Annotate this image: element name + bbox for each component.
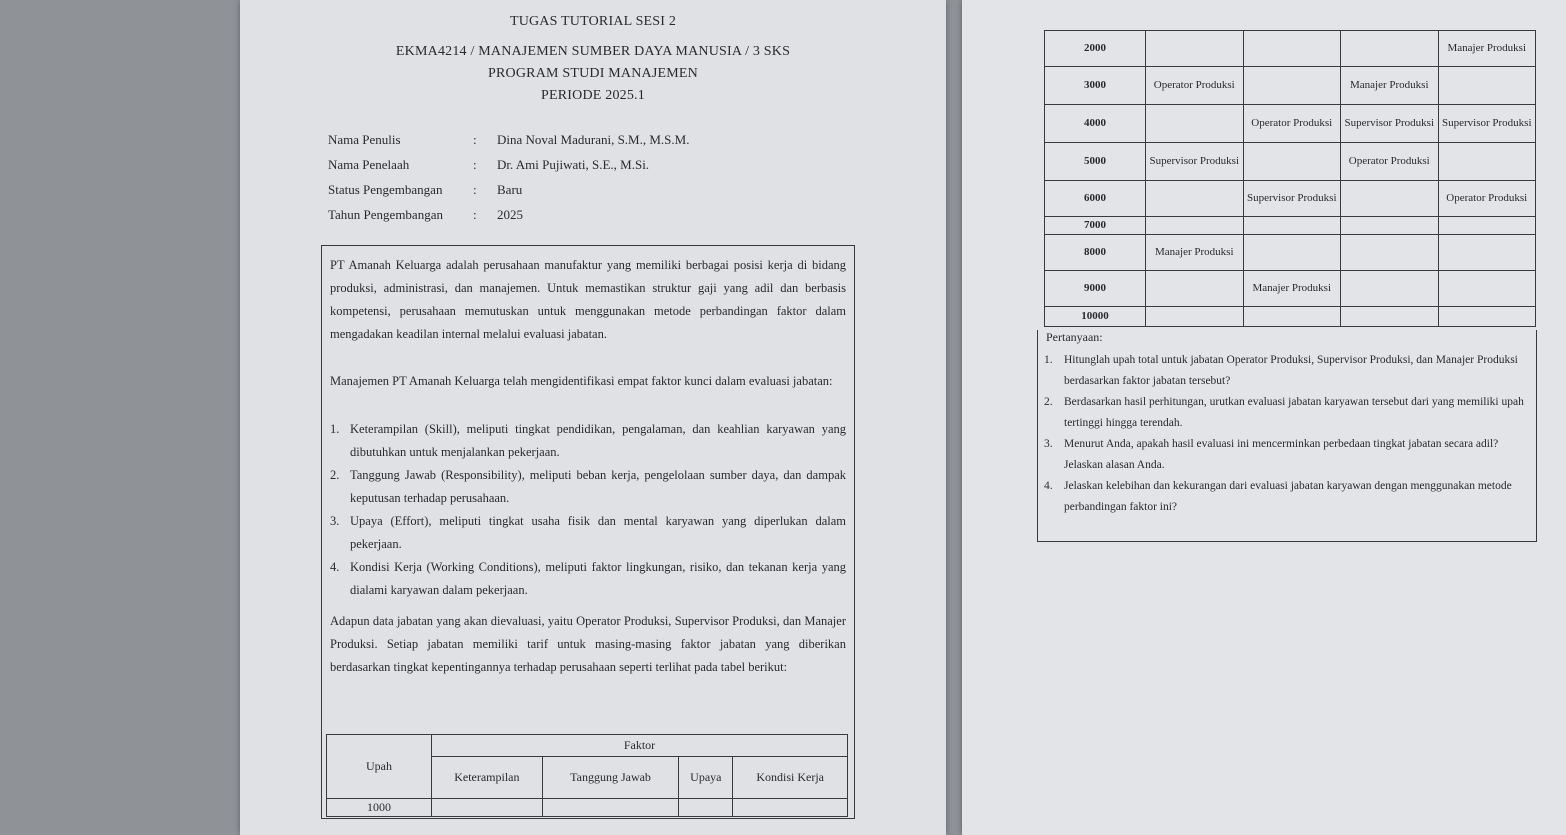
info-sep: : — [473, 157, 477, 172]
list-number: 4. — [330, 560, 340, 574]
table-cell: Operator Produksi — [1438, 181, 1536, 217]
upah-cell: 9000 — [1045, 271, 1146, 307]
question-item — [1044, 392, 1530, 434]
question-list — [1044, 350, 1530, 518]
left-page — [240, 0, 946, 835]
table-cell: Manajer Produksi — [1341, 67, 1439, 105]
table-cell — [1243, 67, 1341, 105]
table-row — [1045, 181, 1536, 217]
table-row — [1045, 271, 1536, 307]
program-line: PROGRAM STUDI MANAJEMEN — [488, 66, 698, 81]
question-text: Hitunglah upah total untuk jabatan Operator Produksi, Supervisor Produksi, dan Manajer Produksi berdasarkan faktor jabatan tersebut? — [1064, 354, 1518, 387]
list-item — [330, 556, 846, 602]
table-cell — [1341, 235, 1439, 271]
list-text: Tanggung Jawab (Responsibility), meliputi beban kerja, pengelolaan sumber daya, dan dampak keputusan terhadap perusahaan. — [350, 468, 846, 505]
upah-cell: 4000 — [1045, 105, 1146, 143]
question-item — [1044, 476, 1530, 518]
intro-paragraph: PT Amanah Keluarga adalah perusahaan manufaktur yang memiliki berbagai posisi kerja di bidang produksi, administrasi, dan manajemen. Untuk memastikan struktur gaji yang adil dan berbasis kompetensi, perusahaan memutuskan untuk menggunakan metode perbandingan faktor dalam mengadakan keadilan internal melalui evaluasi jabatan. — [330, 258, 846, 341]
list-text: Kondisi Kerja (Working Conditions), meliputi faktor lingkungan, risiko, dan tekanan kerja yang dialami karyawan dalam pekerjaan. — [350, 560, 846, 597]
right-page — [962, 0, 1566, 835]
upah-cell: 6000 — [1045, 181, 1146, 217]
table-cell — [1438, 307, 1536, 327]
table-row — [1045, 235, 1536, 271]
info-row-penulis — [328, 132, 689, 148]
period-line: PERIODE 2025.1 — [541, 88, 645, 103]
table-cell — [1146, 31, 1244, 67]
column-header: Keterampilan — [432, 757, 543, 799]
table-cell: Supervisor Produksi — [1438, 105, 1536, 143]
table-cell — [1438, 67, 1536, 105]
questions-box — [1037, 330, 1537, 542]
list-number: 3. — [330, 514, 340, 528]
upah-cell: 2000 — [1045, 31, 1146, 67]
rate-table — [1044, 30, 1536, 327]
table-row — [1045, 217, 1536, 235]
upah-cell: 3000 — [1045, 67, 1146, 105]
table-row — [1045, 143, 1536, 181]
factor-list — [330, 418, 846, 602]
table-cell — [1341, 217, 1439, 235]
table-cell: Supervisor Produksi — [1341, 105, 1439, 143]
table-cell — [1341, 31, 1439, 67]
table-cell — [1243, 307, 1341, 327]
upah-cell: 7000 — [1045, 217, 1146, 235]
list-item — [330, 464, 846, 510]
question-item — [1044, 434, 1530, 476]
faktor-header: Faktor — [432, 735, 848, 757]
info-value: Dr. Ami Pujiwati, S.E., M.Si. — [497, 157, 650, 172]
table-cell: Manajer Produksi — [1146, 235, 1244, 271]
table-cell — [1438, 235, 1536, 271]
question-number: 3. — [1044, 438, 1053, 450]
table-cell — [1438, 271, 1536, 307]
table-cell — [1243, 143, 1341, 181]
table-cell — [1146, 307, 1244, 327]
table-cell — [1341, 307, 1439, 327]
table-cell — [1243, 217, 1341, 235]
info-sep: : — [473, 207, 477, 222]
question-number: 2. — [1044, 396, 1053, 408]
table-cell — [1243, 235, 1341, 271]
info-label: Nama Penelaah — [328, 157, 410, 172]
table-cell: Supervisor Produksi — [1243, 181, 1341, 217]
table-row — [1045, 67, 1536, 105]
table-cell — [1146, 181, 1244, 217]
course-line: EKMA4214 / MANAJEMEN SUMBER DAYA MANUSIA / 3 SKS — [395, 44, 791, 59]
table-cell: Operator Produksi — [1341, 143, 1439, 181]
doc-title: TUGAS TUTORIAL SESI 2 — [509, 14, 677, 29]
info-value: Baru — [497, 182, 523, 197]
question-item — [1044, 350, 1530, 392]
info-row-penelaah — [328, 157, 649, 173]
table-cell — [1243, 31, 1341, 67]
question-text: Jelaskan kelebihan dan kekurangan dari evaluasi jabatan karyawan dengan menggunakan metode perbandingan faktor ini? — [1064, 480, 1512, 513]
info-row-status — [328, 182, 522, 198]
factors-intro: Manajemen PT Amanah Keluarga telah mengidentifikasi empat faktor kunci dalam evaluasi jabatan: — [330, 374, 833, 388]
table-cell — [1341, 271, 1439, 307]
question-number: 4. — [1044, 480, 1053, 492]
info-label: Nama Penulis — [328, 132, 401, 147]
table-cell — [1146, 271, 1244, 307]
info-row-tahun — [328, 207, 523, 223]
table-cell: Operator Produksi — [1146, 67, 1244, 105]
upah-cell: 5000 — [1045, 143, 1146, 181]
info-value: 2025 — [497, 207, 523, 222]
column-header: Tanggung Jawab — [542, 757, 679, 799]
table-cell: Manajer Produksi — [1438, 31, 1536, 67]
table-cell — [679, 799, 733, 817]
table-cell — [542, 799, 679, 817]
list-number: 1. — [330, 422, 340, 436]
list-item — [330, 510, 846, 556]
question-number: 1. — [1044, 354, 1053, 366]
rate-table-body — [1045, 31, 1536, 327]
questions-title: Pertanyaan: — [1046, 330, 1103, 344]
list-number: 2. — [330, 468, 340, 482]
closing-paragraph: Adapun data jabatan yang akan dievaluasi, yaitu Operator Produksi, Supervisor Produksi, dan Manajer Produksi. Setiap jabatan memiliki tarif untuk masing-masing faktor jabatan yang diberikan berdasarkan tingkat kepentingannya terhadap perusahaan seperti terlihat pada tabel berikut: — [330, 614, 846, 674]
table-cell — [1438, 217, 1536, 235]
column-header: Upaya — [679, 757, 733, 799]
table-cell — [1146, 217, 1244, 235]
table-cell: Operator Produksi — [1243, 105, 1341, 143]
info-label: Tahun Pengembangan — [328, 207, 443, 222]
upah-cell: 10000 — [1045, 307, 1146, 327]
list-text: Upaya (Effort), meliputi tingkat usaha fisik dan mental karyawan yang diperlukan dalam pekerjaan. — [350, 514, 846, 551]
list-text: Keterampilan (Skill), meliputi tingkat pendidikan, pengalaman, dan keahlian karyawan yang dibutuhkan untuk menjalankan pekerjaan. — [350, 422, 846, 459]
table-cell — [432, 799, 543, 817]
upah-cell: 1000 — [327, 799, 432, 817]
factor-table — [326, 734, 848, 817]
question-text: Menurut Anda, apakah hasil evaluasi ini mencerminkan perbedaan tingkat jabatan secara adil? Jelaskan alasan Anda. — [1064, 438, 1499, 471]
table-row — [1045, 31, 1536, 67]
table-row — [1045, 105, 1536, 143]
table-cell — [1341, 181, 1439, 217]
question-text: Berdasarkan hasil perhitungan, urutkan evaluasi jabatan karyawan tersebut dari yang memiliki upah tertinggi hingga terendah. — [1064, 396, 1524, 429]
table-row — [1045, 307, 1536, 327]
info-value: Dina Noval Madurani, S.M., M.S.M. — [497, 132, 690, 147]
column-header: Kondisi Kerja — [733, 757, 848, 799]
table-cell — [733, 799, 848, 817]
upah-cell: 8000 — [1045, 235, 1146, 271]
list-item — [330, 418, 846, 464]
upah-header: Upah — [327, 735, 432, 799]
info-label: Status Pengembangan — [328, 182, 443, 197]
info-sep: : — [473, 132, 477, 147]
table-cell: Supervisor Produksi — [1146, 143, 1244, 181]
table-cell — [1146, 105, 1244, 143]
case-box — [321, 245, 855, 819]
info-sep: : — [473, 182, 477, 197]
table-cell: Manajer Produksi — [1243, 271, 1341, 307]
table-cell — [1438, 143, 1536, 181]
